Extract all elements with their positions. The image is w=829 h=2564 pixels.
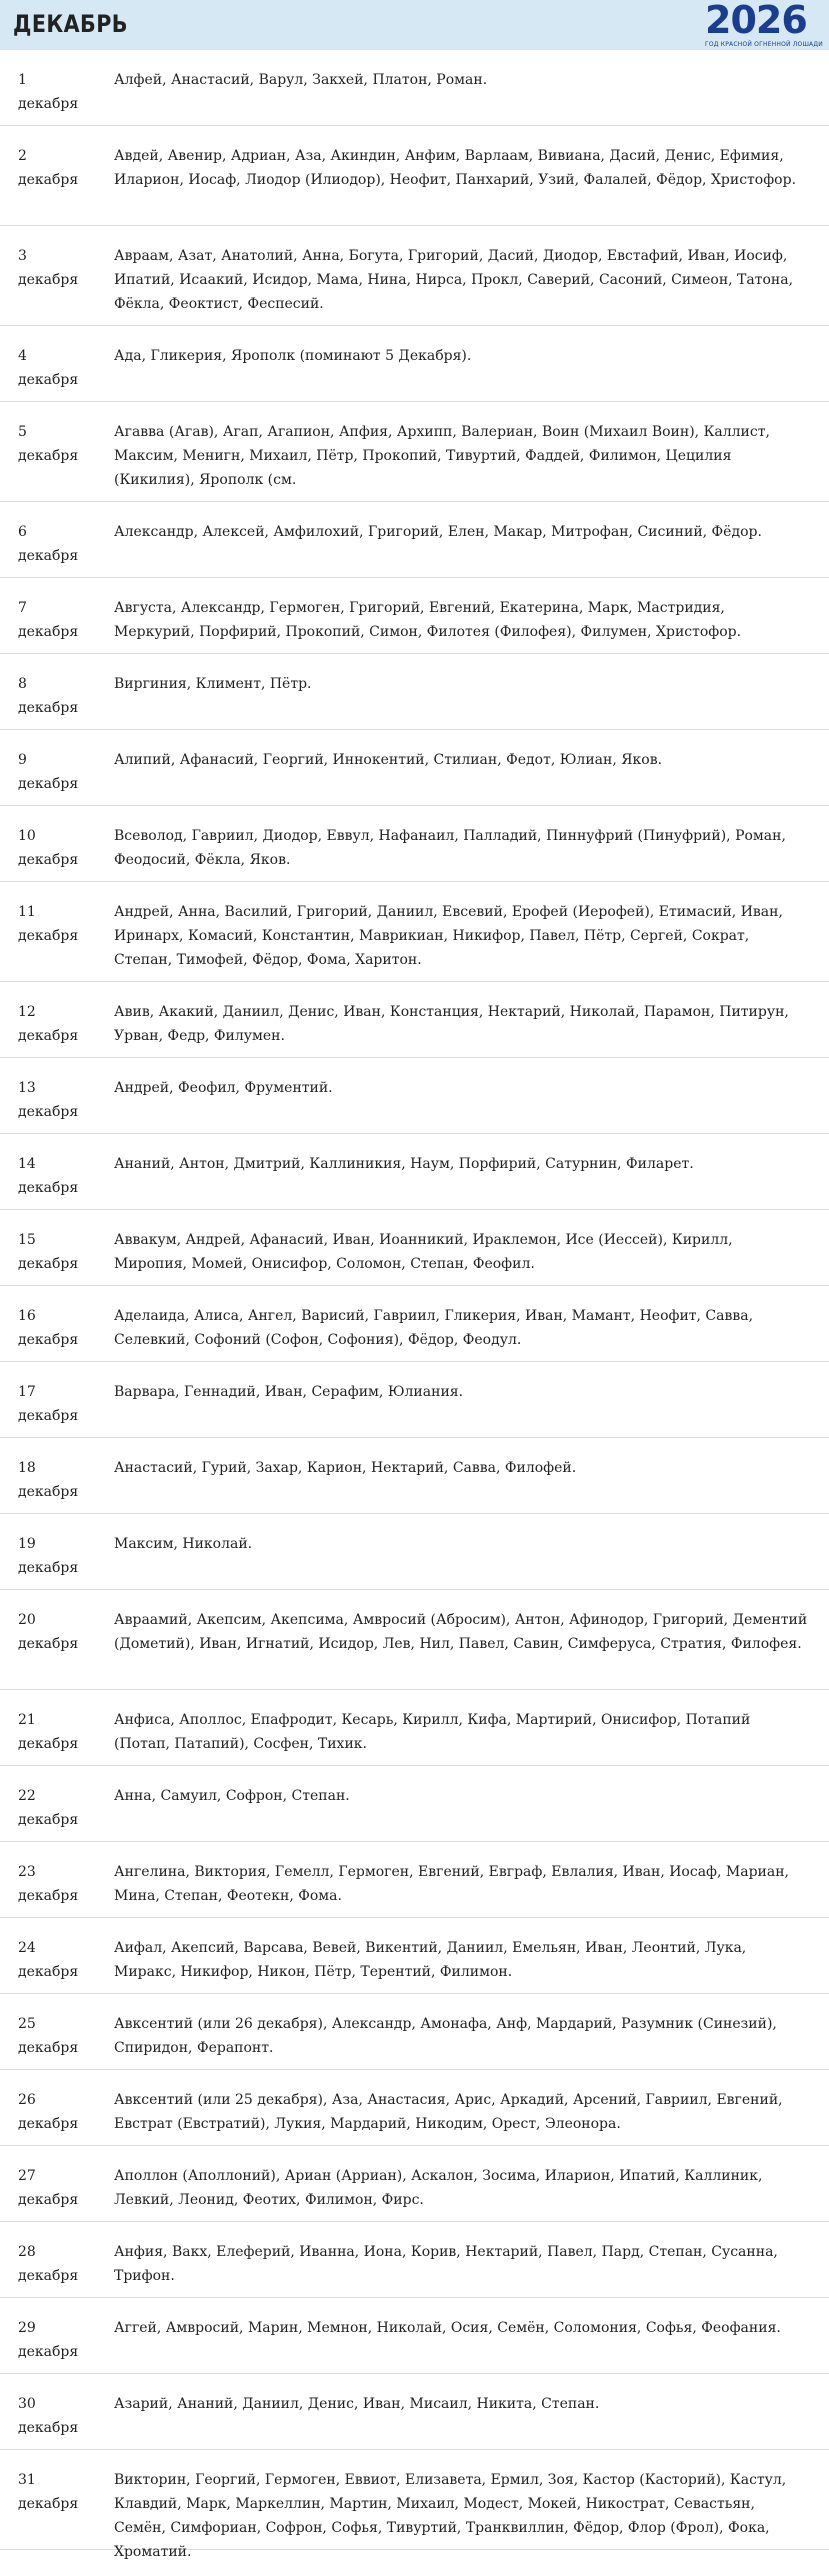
day-row [0, 1994, 829, 2070]
day-number: 6 [18, 524, 27, 540]
day-date [0, 1514, 96, 1589]
day-row [0, 1134, 829, 1210]
day-month: декабря [18, 1256, 79, 1272]
day-date [0, 126, 96, 225]
day-number: 12 [18, 1004, 36, 1020]
day-row [0, 402, 829, 502]
day-row [0, 1362, 829, 1438]
day-number: 18 [18, 1460, 36, 1476]
day-names: Максим, Николай. [114, 1536, 253, 1552]
day-names: Алипий, Афанасий, Георгий, Иннокентий, Стилиан, Федот, Юлиан, Яков. [114, 752, 663, 768]
day-row [0, 1842, 829, 1918]
day-names: Авксентий (или 26 декабря), Александр, Амонафа, Анф, Мардарий, Разумник (Синезий), Спиридон, Ферапонт. [114, 2016, 777, 2056]
day-month: декабря [18, 272, 79, 288]
day-date [0, 1438, 96, 1513]
day-row [0, 1286, 829, 1362]
day-number: 23 [18, 1864, 36, 1880]
day-date [0, 1918, 96, 1993]
day-row [0, 1210, 829, 1286]
day-row [0, 2070, 829, 2146]
day-names: Аделаида, Алиса, Ангел, Варисий, Гавриил, Гликерия, Иван, Мамант, Неофит, Савва, Селевкий, Софоний (Софон, Софония), Фёдор, Феодул. [114, 1308, 754, 1348]
day-names: Всеволод, Гавриил, Диодор, Еввул, Нафанаил, Палладий, Пиннуфрий (Пинуфрий), Роман, Феодосий, Фёкла, Яков. [114, 828, 786, 868]
day-row [0, 2222, 829, 2298]
day-month: декабря [18, 1028, 79, 1044]
day-row [0, 1690, 829, 1766]
day-date [0, 730, 96, 805]
day-number: 25 [18, 2016, 36, 2032]
day-month: декабря [18, 1560, 79, 1576]
day-number: 4 [18, 348, 27, 364]
day-number: 13 [18, 1080, 36, 1096]
day-month: декабря [18, 1736, 79, 1752]
day-number: 15 [18, 1232, 36, 1248]
page-title: ДЕКАБРЬ [13, 10, 128, 38]
day-names: Варвара, Геннадий, Иван, Серафим, Юлиания. [114, 1384, 464, 1400]
day-number: 21 [18, 1712, 36, 1728]
day-names: Андрей, Анна, Василий, Григорий, Даниил, Евсевий, Ерофей (Иерофей), Етимасий, Иван, Иринарх, Комасий, Константин, Маврикиан, Никифор, Павел, Пётр, Сергей, Сократ, Степан, Тимофей, Фёдор, Фома, Харитон. [114, 904, 783, 968]
day-row [0, 2450, 829, 2560]
day-date [0, 1690, 96, 1765]
day-number: 2 [18, 148, 27, 164]
day-month: декабря [18, 928, 79, 944]
logo-subtitle: ГОД КРАСНОЙ ОГНЕННОЙ ЛОШАДИ [705, 41, 823, 48]
day-date [0, 1134, 96, 1209]
day-number: 22 [18, 1788, 36, 1804]
day-month: декабря [18, 776, 79, 792]
day-row [0, 2146, 829, 2222]
day-month: декабря [18, 700, 79, 716]
day-number: 17 [18, 1384, 36, 1400]
day-date [0, 1590, 96, 1689]
day-date [0, 1994, 96, 2069]
day-number: 1 [18, 72, 27, 88]
day-names: Ангелина, Виктория, Гемелл, Гермоген, Евгений, Евграф, Евлалия, Иван, Иосаф, Мариан, Мина, Степан, Феотекн, Фома. [114, 1864, 790, 1904]
day-row [0, 2374, 829, 2450]
day-names: Аифал, Акепсий, Варсава, Вевей, Викентий, Даниил, Емельян, Иван, Леонтий, Лука, Миракс, Никифор, Никон, Пётр, Терентий, Филимон. [114, 1940, 747, 1980]
day-number: 9 [18, 752, 27, 768]
name-days-list [0, 50, 829, 2560]
day-date [0, 654, 96, 729]
page-header [0, 0, 829, 50]
day-number: 27 [18, 2168, 36, 2184]
day-date [0, 1362, 96, 1437]
day-row [0, 654, 829, 730]
day-month: декабря [18, 2344, 79, 2360]
day-month: декабря [18, 1104, 79, 1120]
day-month: декабря [18, 2268, 79, 2284]
day-names: Аггей, Амвросий, Марин, Мемнон, Николай, Осия, Семён, Соломония, Софья, Феофания. [114, 2320, 781, 2336]
day-date [0, 1766, 96, 1841]
day-month: декабря [18, 96, 79, 112]
day-names: Александр, Алексей, Амфилохий, Григорий, Елен, Макар, Митрофан, Сисиний, Фёдор. [114, 524, 762, 540]
day-month: декабря [18, 852, 79, 868]
day-names: Авраам, Азат, Анатолий, Анна, Богута, Григорий, Дасий, Диодор, Евстафий, Иван, Иосиф, Ипатий, Исаакий, Исидор, Мама, Нина, Нирса, Прокл, Саверий, Сасоний, Симеон, Татона, Фёкла, Феоктист, Феспесий. [114, 248, 794, 312]
day-row [0, 882, 829, 982]
day-month: декабря [18, 2040, 79, 2056]
day-month: декабря [18, 172, 79, 188]
day-date [0, 50, 96, 125]
day-names: Викторин, Георгий, Гермоген, Еввиот, Елизавета, Ермил, Зоя, Кастор (Касторий), Кастул, Клавдий, Марк, Маркеллин, Мартин, Михаил, Модест, Мокей, Никострат, Севастьян, Семён, Симфориан, Софрон, Софья, Тивуртий, Транквиллин, Фёдор, Флор (Фрол), Фока, Хроматий. [114, 2472, 787, 2560]
logo-year: 2026 [705, 0, 807, 42]
day-date [0, 2222, 96, 2297]
day-row [0, 1438, 829, 1514]
day-date [0, 226, 96, 325]
day-row [0, 50, 829, 126]
day-names: Анфия, Вакх, Елеферий, Иванна, Иона, Корив, Нектарий, Павел, Пард, Степан, Сусанна, Трифон. [114, 2244, 778, 2284]
day-names: Андрей, Феофил, Фрументий. [114, 1080, 333, 1096]
day-names: Авдей, Авенир, Адриан, Аза, Акиндин, Анфим, Варлаам, Вивиана, Дасий, Денис, Ефимия, Иларион, Иосаф, Лиодор (Илиодор), Неофит, Панхарий, Узий, Фалалей, Фёдор, Христофор. [114, 148, 797, 188]
day-date [0, 2070, 96, 2145]
day-row [0, 2298, 829, 2374]
day-names: Ада, Гликерия, Ярополк (поминают 5 Декабря). [114, 348, 472, 364]
day-date [0, 1058, 96, 1133]
day-number: 7 [18, 600, 27, 616]
day-month: декабря [18, 1812, 79, 1828]
day-names: Агавва (Агав), Агап, Агапион, Апфия, Архипп, Валериан, Воин (Михаил Воин), Каллист, Максим, Менигн, Михаил, Пётр, Прокопий, Тивуртий, Фаддей, Филимон, Цецилия (Кикилия), Ярополк (см. [114, 424, 770, 488]
day-row [0, 806, 829, 882]
day-date [0, 402, 96, 501]
day-row [0, 1590, 829, 1690]
day-date [0, 2374, 96, 2449]
day-number: 28 [18, 2244, 36, 2260]
day-names: Алфей, Анастасий, Варул, Закхей, Платон, Роман. [114, 72, 488, 88]
day-names: Анна, Самуил, Софрон, Степан. [114, 1788, 350, 1804]
day-row [0, 1766, 829, 1842]
day-month: декабря [18, 2420, 79, 2436]
day-row [0, 1918, 829, 1994]
day-month: декабря [18, 624, 79, 640]
day-month: декабря [18, 1180, 79, 1196]
day-number: 16 [18, 1308, 36, 1324]
day-number: 26 [18, 2092, 36, 2108]
day-row [0, 226, 829, 326]
day-number: 14 [18, 1156, 36, 1172]
day-names: Авксентий (или 25 декабря), Аза, Анастасия, Арис, Аркадий, Арсений, Гавриил, Евгений, Евстрат (Евстратий), Лукия, Мардарий, Никодим, Орест, Элеонора. [114, 2092, 783, 2132]
day-names: Авраамий, Акепсим, Акепсима, Амвросий (Абросим), Антон, Афинодор, Григорий, Дементий (Дометий), Иван, Игнатий, Исидор, Лев, Нил, Павел, Савин, Симферуса, Стратия, Филофея. [114, 1612, 808, 1652]
day-row [0, 1514, 829, 1590]
day-month: декабря [18, 1332, 79, 1348]
day-number: 24 [18, 1940, 36, 1956]
day-month: декабря [18, 1636, 79, 1652]
day-month: декабря [18, 1484, 79, 1500]
day-date [0, 806, 96, 881]
day-date [0, 2298, 96, 2373]
day-date [0, 1210, 96, 1285]
day-date [0, 1842, 96, 1917]
day-row [0, 730, 829, 806]
day-date [0, 2450, 96, 2549]
day-month: декабря [18, 1964, 79, 1980]
day-date [0, 578, 96, 653]
day-date [0, 1286, 96, 1361]
day-number: 30 [18, 2396, 36, 2412]
day-month: декабря [18, 448, 79, 464]
day-number: 29 [18, 2320, 36, 2336]
day-names: Азарий, Ананий, Даниил, Денис, Иван, Мисаил, Никита, Степан. [114, 2396, 600, 2412]
day-number: 8 [18, 676, 27, 692]
day-row [0, 1058, 829, 1134]
day-names: Анфиса, Аполлос, Епафродит, Кесарь, Кирилл, Кифа, Мартирий, Онисифор, Потапий (Потап, Патапий), Сосфен, Тихик. [114, 1712, 751, 1752]
day-names: Аполлон (Аполлоний), Ариан (Арриан), Аскалон, Зосима, Иларион, Ипатий, Каллиник, Левкий, Леонид, Феотих, Филимон, Фирс. [114, 2168, 763, 2208]
day-date [0, 326, 96, 401]
day-names: Аввакум, Андрей, Афанасий, Иван, Иоанникий, Ираклемон, Исе (Иессей), Кирилл, Миропия, Момей, Онисифор, Соломон, Степан, Феофил. [114, 1232, 733, 1272]
day-row [0, 126, 829, 226]
day-number: 19 [18, 1536, 36, 1552]
day-month: декабря [18, 2192, 79, 2208]
day-names: Анастасий, Гурий, Захар, Карион, Нектарий, Савва, Филофей. [114, 1460, 577, 1476]
day-date [0, 882, 96, 981]
day-row [0, 578, 829, 654]
day-number: 31 [18, 2472, 36, 2488]
day-names: Авив, Акакий, Даниил, Денис, Иван, Констанция, Нектарий, Николай, Парамон, Питирун, Урван, Федр, Филумен. [114, 1004, 789, 1044]
day-row [0, 326, 829, 402]
day-names: Виргиния, Климент, Пётр. [114, 676, 312, 692]
day-number: 10 [18, 828, 36, 844]
day-number: 3 [18, 248, 27, 264]
day-month: декабря [18, 548, 79, 564]
day-month: декабря [18, 1888, 79, 1904]
day-month: декабря [18, 2496, 79, 2512]
year-logo [705, 0, 823, 49]
day-row [0, 502, 829, 578]
day-month: декабря [18, 1408, 79, 1424]
day-number: 5 [18, 424, 27, 440]
day-number: 20 [18, 1612, 36, 1628]
day-names: Ананий, Антон, Дмитрий, Каллиникия, Наум, Порфирий, Сатурнин, Филарет. [114, 1156, 694, 1172]
day-date [0, 982, 96, 1057]
day-date [0, 2146, 96, 2221]
day-date [0, 502, 96, 577]
day-number: 11 [18, 904, 36, 920]
day-month: декабря [18, 372, 79, 388]
day-names: Августа, Александр, Гермоген, Григорий, Евгений, Екатерина, Марк, Мастридия, Меркурий, Порфирий, Прокопий, Симон, Филотея (Филофея), Филумен, Христофор. [114, 600, 742, 640]
day-month: декабря [18, 2116, 79, 2132]
day-row [0, 982, 829, 1058]
